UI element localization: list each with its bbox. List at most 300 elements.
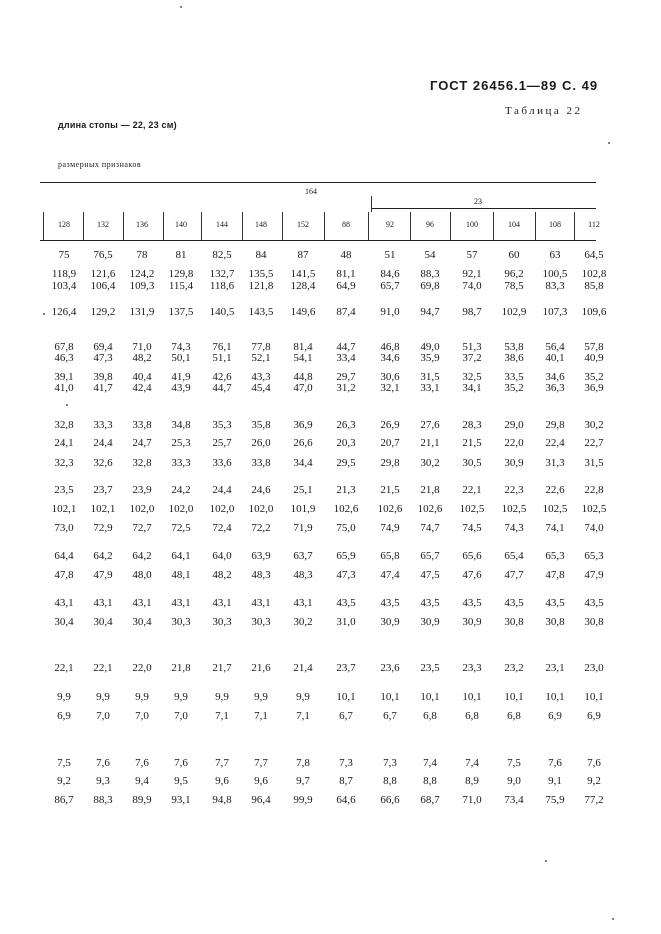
table-cell: 9,6 (254, 775, 268, 787)
table-cell: 35,2 (504, 382, 524, 394)
table-cell: 57 (466, 249, 478, 261)
table-cell: 115,4 (168, 280, 194, 292)
table-cell: 43,5 (504, 597, 524, 609)
table-cell: 75 (58, 249, 70, 261)
table-cell: 35,9 (420, 352, 440, 364)
table-cell: 118,9 (51, 268, 77, 280)
table-cell: 9,7 (296, 775, 310, 787)
table-cell: 23,5 (54, 484, 74, 496)
table-top-rule (40, 182, 596, 183)
table-cell: 77,8 (251, 341, 271, 353)
table-cell: 102,5 (459, 503, 485, 515)
table-cell: 30,9 (420, 616, 440, 628)
table-cell: 43,5 (545, 597, 565, 609)
table-cell: 74,3 (504, 522, 524, 534)
table-cell: 21,5 (380, 484, 400, 496)
table-cell: 9,3 (96, 775, 110, 787)
table-cell: 72,5 (171, 522, 191, 534)
table-cell: 102,1 (51, 503, 77, 515)
table-cell: 22,8 (584, 484, 604, 496)
table-cell: 96,4 (251, 794, 271, 806)
column-divider (493, 212, 494, 240)
table-cell: 43,3 (251, 371, 271, 383)
table-cell: 23,1 (545, 662, 565, 674)
column-divider (368, 212, 369, 240)
table-cell: 32,5 (462, 371, 482, 383)
table-cell: 48,2 (212, 569, 232, 581)
table-cell: 47,9 (584, 569, 604, 581)
table-cell: 6,8 (423, 710, 437, 722)
table-cell: 64,6 (336, 794, 356, 806)
table-cell: 98,7 (462, 306, 482, 318)
table-cell: 23,7 (93, 484, 113, 496)
table-cell: 69,8 (420, 280, 440, 292)
table-cell: 26,6 (293, 437, 313, 449)
table-cell: 75,9 (545, 794, 565, 806)
table-cell: 7,5 (507, 757, 521, 769)
table-cell: 9,6 (215, 775, 229, 787)
group-header-height: 164 (305, 187, 317, 196)
column-divider (324, 212, 325, 240)
table-cell: 22,6 (545, 484, 565, 496)
features-caption: размерных признаков (58, 160, 142, 169)
table-cell: 63,7 (293, 550, 313, 562)
table-cell: 29,5 (336, 457, 356, 469)
table-cell: 22,1 (54, 662, 74, 674)
table-cell: 22,4 (545, 437, 565, 449)
table-cell: 34,6 (545, 371, 565, 383)
table-cell: 30,8 (584, 616, 604, 628)
table-cell: 88,3 (93, 794, 113, 806)
table-cell: 23,9 (132, 484, 152, 496)
column-divider (83, 212, 84, 240)
table-cell: 22,1 (462, 484, 482, 496)
table-cell: 102,6 (333, 503, 359, 515)
table-cell: 84,6 (380, 268, 400, 280)
table-cell: 92,1 (462, 268, 482, 280)
table-cell: 9,9 (215, 691, 229, 703)
column-divider (163, 212, 164, 240)
table-cell: 65,3 (584, 550, 604, 562)
table-cell: 43,1 (132, 597, 152, 609)
table-cell: 7,6 (96, 757, 110, 769)
table-cell: 51,3 (462, 341, 482, 353)
table-cell: 47,3 (336, 569, 356, 581)
table-cell: 72,9 (93, 522, 113, 534)
table-cell: 30,9 (504, 457, 524, 469)
table-cell: 47,4 (380, 569, 400, 581)
table-cell: 7,6 (135, 757, 149, 769)
table-cell: 94,8 (212, 794, 232, 806)
table-cell: 30,8 (545, 616, 565, 628)
table-cell: 88,3 (420, 268, 440, 280)
table-cell: 22,0 (132, 662, 152, 674)
table-cell: 140,5 (209, 306, 235, 318)
table-cell: 91,0 (380, 306, 400, 318)
column-divider (43, 212, 44, 240)
table-cell: 30,6 (380, 371, 400, 383)
column-divider (574, 212, 575, 240)
table-cell: 23,6 (380, 662, 400, 674)
table-cell: 53,8 (504, 341, 524, 353)
table-cell: 51 (384, 249, 396, 261)
table-cell: 29,0 (504, 419, 524, 431)
table-cell: 65,3 (545, 550, 565, 562)
table-cell: 24,7 (132, 437, 152, 449)
table-cell: 47,8 (545, 569, 565, 581)
table-cell: 43,1 (93, 597, 113, 609)
column-header: 132 (97, 220, 109, 229)
table-cell: 30,4 (54, 616, 74, 628)
table-cell: 8,8 (383, 775, 397, 787)
table-cell: 29,8 (380, 457, 400, 469)
table-cell: 43,1 (171, 597, 191, 609)
table-cell: 10,1 (380, 691, 400, 703)
table-cell: 126,4 (51, 306, 77, 318)
table-cell: 35,8 (251, 419, 271, 431)
table-cell: 10,1 (504, 691, 524, 703)
table-cell: 8,8 (423, 775, 437, 787)
column-header: 100 (466, 220, 478, 229)
table-cell: 34,6 (380, 352, 400, 364)
table-cell: 26,9 (380, 419, 400, 431)
table-cell: 29,8 (545, 419, 565, 431)
table-cell: 102,6 (417, 503, 443, 515)
table-cell: 40,1 (545, 352, 565, 364)
table-cell: 36,3 (545, 382, 565, 394)
table-cell: 40,9 (584, 352, 604, 364)
table-cell: 72,2 (251, 522, 271, 534)
table-cell: 31,0 (336, 616, 356, 628)
table-cell: 22,7 (584, 437, 604, 449)
table-cell: 43,5 (380, 597, 400, 609)
table-cell: 149,6 (290, 306, 316, 318)
table-cell: 64,4 (54, 550, 74, 562)
column-header: 88 (342, 220, 350, 229)
table-cell: 33,6 (212, 457, 232, 469)
table-cell: 32,6 (93, 457, 113, 469)
table-cell: 30,8 (504, 616, 524, 628)
table-cell: 7,0 (174, 710, 188, 722)
column-header: 112 (588, 220, 600, 229)
table-cell: 43,5 (336, 597, 356, 609)
table-cell: 21,3 (336, 484, 356, 496)
table-cell: 9,9 (135, 691, 149, 703)
table-cell: 71,9 (293, 522, 313, 534)
table-cell: 63,9 (251, 550, 271, 562)
table-cell: 51,1 (212, 352, 232, 364)
table-cell: 118,6 (209, 280, 235, 292)
table-cell: 33,3 (93, 419, 113, 431)
table-cell: 93,1 (171, 794, 191, 806)
table-cell: 47,3 (93, 352, 113, 364)
table-cell: 38,6 (504, 352, 524, 364)
table-cell: 34,4 (293, 457, 313, 469)
table-cell: 65,7 (380, 280, 400, 292)
table-cell: 7,6 (587, 757, 601, 769)
table-cell: 30,3 (171, 616, 191, 628)
table-cell: 7,8 (296, 757, 310, 769)
table-cell: 7,5 (57, 757, 71, 769)
table-cell: 6,9 (57, 710, 71, 722)
table-cell: 102,5 (501, 503, 527, 515)
table-cell: 8,9 (465, 775, 479, 787)
table-cell: 31,3 (545, 457, 565, 469)
table-cell: 68,7 (420, 794, 440, 806)
table-cell: 7,6 (548, 757, 562, 769)
table-cell: 6,9 (548, 710, 562, 722)
table-cell: 69,4 (93, 341, 113, 353)
table-cell: 7,1 (296, 710, 310, 722)
table-cell: 42,6 (212, 371, 232, 383)
table-cell: 9,2 (57, 775, 71, 787)
table-cell: 30,4 (132, 616, 152, 628)
table-cell: 26,3 (336, 419, 356, 431)
table-cell: 21,7 (212, 662, 232, 674)
table-cell: 24,6 (251, 484, 271, 496)
table-cell: 74,0 (462, 280, 482, 292)
table-cell: 81 (175, 249, 187, 261)
table-cell: 43,1 (54, 597, 74, 609)
table-cell: 7,1 (215, 710, 229, 722)
table-cell: 64,2 (93, 550, 113, 562)
table-cell: 129,8 (168, 268, 194, 280)
column-header: 96 (426, 220, 434, 229)
print-speck (180, 6, 182, 8)
table-cell: 57,8 (584, 341, 604, 353)
table-cell: 33,8 (251, 457, 271, 469)
table-cell: 64,1 (171, 550, 191, 562)
table-cell: 137,5 (168, 306, 194, 318)
foot-length-caption: длина стопы — 22, 23 см) (58, 120, 177, 130)
table-cell: 33,3 (171, 457, 191, 469)
table-cell: 52,1 (251, 352, 271, 364)
table-cell: 7,3 (339, 757, 353, 769)
table-cell: 34,8 (171, 419, 191, 431)
column-header: 128 (58, 220, 70, 229)
print-speck (545, 860, 547, 862)
table-cell: 9,9 (96, 691, 110, 703)
table-cell: 84 (255, 249, 267, 261)
table-cell: 76,1 (212, 341, 232, 353)
table-cell: 9,5 (174, 775, 188, 787)
table-cell: 22,1 (93, 662, 113, 674)
table-cell: 74,7 (420, 522, 440, 534)
table-cell: 10,1 (462, 691, 482, 703)
table-cell: 47,0 (293, 382, 313, 394)
table-cell: 74,3 (171, 341, 191, 353)
table-cell: 74,0 (584, 522, 604, 534)
table-cell: 141,5 (290, 268, 316, 280)
table-cell: 47,5 (420, 569, 440, 581)
table-cell: 9,9 (174, 691, 188, 703)
column-header: 136 (136, 220, 148, 229)
table-cell: 10,1 (336, 691, 356, 703)
table-cell: 143,5 (248, 306, 274, 318)
table-cell: 23,3 (462, 662, 482, 674)
table-cell: 31,5 (420, 371, 440, 383)
table-cell: 21,1 (420, 437, 440, 449)
table-cell: 43,5 (584, 597, 604, 609)
page-header: ГОСТ 26456.1—89 С. 49 (430, 78, 599, 93)
table-cell: 89,9 (132, 794, 152, 806)
group-rule (372, 208, 596, 209)
table-cell: 78 (136, 249, 148, 261)
table-cell: 94,7 (420, 306, 440, 318)
column-header: 108 (549, 220, 561, 229)
column-divider (282, 212, 283, 240)
table-cell: 45,4 (251, 382, 271, 394)
table-cell: 47,8 (54, 569, 74, 581)
table-cell: 30,3 (212, 616, 232, 628)
table-cell: 30,2 (420, 457, 440, 469)
table-cell: 31,2 (336, 382, 356, 394)
table-cell: 72,4 (212, 522, 232, 534)
column-header: 148 (255, 220, 267, 229)
table-cell: 43,1 (212, 597, 232, 609)
table-cell: 21,4 (293, 662, 313, 674)
table-cell: 33,1 (420, 382, 440, 394)
table-cell: 9,4 (135, 775, 149, 787)
table-cell: 30,9 (462, 616, 482, 628)
table-cell: 27,6 (420, 419, 440, 431)
table-cell: 7,0 (135, 710, 149, 722)
table-cell: 32,1 (380, 382, 400, 394)
table-cell: 103,4 (51, 280, 77, 292)
table-cell: 86,7 (54, 794, 74, 806)
table-cell: 71,0 (462, 794, 482, 806)
table-cell: 102,0 (209, 503, 235, 515)
table-cell: 21,8 (171, 662, 191, 674)
table-cell: 33,4 (336, 352, 356, 364)
table-cell: 102,0 (168, 503, 194, 515)
column-divider (123, 212, 124, 240)
table-cell: 32,8 (132, 457, 152, 469)
column-divider (410, 212, 411, 240)
table-cell: 85,8 (584, 280, 604, 292)
table-cell: 20,3 (336, 437, 356, 449)
table-cell: 129,2 (90, 306, 116, 318)
table-cell: 6,8 (465, 710, 479, 722)
table-cell: 48,0 (132, 569, 152, 581)
table-cell: 24,4 (212, 484, 232, 496)
table-cell: 71,0 (132, 341, 152, 353)
table-cell: 43,1 (293, 597, 313, 609)
table-cell: 65,7 (420, 550, 440, 562)
table-cell: 87 (297, 249, 309, 261)
table-cell: 46,3 (54, 352, 74, 364)
table-cell: 6,7 (339, 710, 353, 722)
table-cell: 47,9 (93, 569, 113, 581)
table-cell: 32,3 (54, 457, 74, 469)
table-cell: 81,1 (336, 268, 356, 280)
table-cell: 21,5 (462, 437, 482, 449)
table-cell: 48,1 (171, 569, 191, 581)
column-header: 92 (386, 220, 394, 229)
column-header: 104 (508, 220, 520, 229)
table-cell: 21,6 (251, 662, 271, 674)
table-cell: 87,4 (336, 306, 356, 318)
table-cell: 47,6 (462, 569, 482, 581)
table-cell: 60 (508, 249, 520, 261)
table-cell: 81,4 (293, 341, 313, 353)
table-cell: 75,0 (336, 522, 356, 534)
table-cell: 43,5 (462, 597, 482, 609)
table-cell: 106,4 (90, 280, 116, 292)
table-cell: 102,1 (90, 503, 116, 515)
table-cell: 10,1 (584, 691, 604, 703)
table-cell: 39,1 (54, 371, 74, 383)
column-header: 140 (175, 220, 187, 229)
table-cell: 54 (424, 249, 436, 261)
table-cell: 20,7 (380, 437, 400, 449)
table-cell: 43,9 (171, 382, 191, 394)
table-cell: 33,8 (132, 419, 152, 431)
group-divider (371, 196, 372, 212)
table-cell: 26,0 (251, 437, 271, 449)
print-speck (43, 313, 45, 315)
table-cell: 23,2 (504, 662, 524, 674)
table-cell: 83,3 (545, 280, 565, 292)
table-cell: 102,0 (248, 503, 274, 515)
table-cell: 24,1 (54, 437, 74, 449)
table-cell: 36,9 (584, 382, 604, 394)
table-cell: 34,1 (462, 382, 482, 394)
table-label: Таблица 22 (505, 105, 583, 117)
table-cell: 65,9 (336, 550, 356, 562)
table-cell: 43,1 (251, 597, 271, 609)
table-cell: 131,9 (129, 306, 155, 318)
table-cell: 7,4 (423, 757, 437, 769)
table-cell: 44,7 (336, 341, 356, 353)
table-cell: 67,8 (54, 341, 74, 353)
table-cell: 78,5 (504, 280, 524, 292)
table-cell: 30,9 (380, 616, 400, 628)
table-cell: 74,1 (545, 522, 565, 534)
table-cell: 64,0 (212, 550, 232, 562)
table-cell: 9,9 (57, 691, 71, 703)
table-cell: 48,3 (293, 569, 313, 581)
table-cell: 25,3 (171, 437, 191, 449)
table-cell: 48,2 (132, 352, 152, 364)
table-cell: 124,2 (129, 268, 155, 280)
table-cell: 40,4 (132, 371, 152, 383)
table-cell: 102,0 (129, 503, 155, 515)
table-cell: 7,1 (254, 710, 268, 722)
print-speck (608, 142, 610, 144)
column-divider (201, 212, 202, 240)
table-cell: 9,0 (507, 775, 521, 787)
table-cell: 30,3 (251, 616, 271, 628)
table-cell: 43,5 (420, 597, 440, 609)
table-cell: 102,5 (581, 503, 607, 515)
table-cell: 73,0 (54, 522, 74, 534)
table-cell: 76,5 (93, 249, 113, 261)
table-cell: 48,3 (251, 569, 271, 581)
table-cell: 102,9 (501, 306, 527, 318)
table-cell: 7,7 (254, 757, 268, 769)
table-cell: 30,2 (584, 419, 604, 431)
table-cell: 8,7 (339, 775, 353, 787)
table-cell: 9,1 (548, 775, 562, 787)
table-cell: 99,9 (293, 794, 313, 806)
table-cell: 64,9 (336, 280, 356, 292)
table-cell: 121,6 (90, 268, 116, 280)
table-cell: 56,4 (545, 341, 565, 353)
table-cell: 30,4 (93, 616, 113, 628)
table-cell: 6,9 (587, 710, 601, 722)
table-cell: 21,8 (420, 484, 440, 496)
